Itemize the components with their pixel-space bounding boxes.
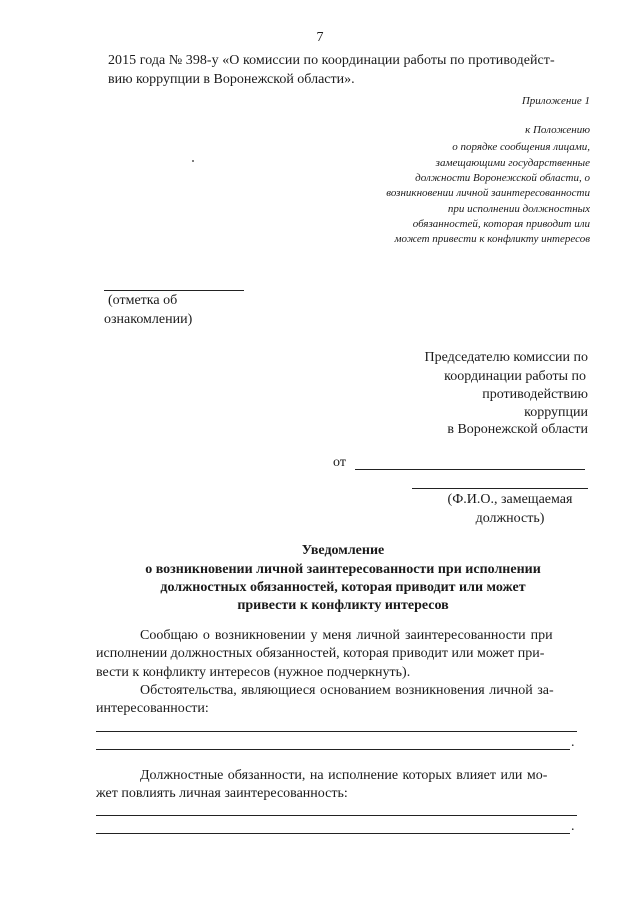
scan-speck bbox=[192, 160, 194, 162]
addressee-line: Председателю комиссии по bbox=[424, 350, 588, 365]
body-p1-line-3: вести к конфликту интересов (нужное подчеркнуть). bbox=[96, 665, 411, 680]
acknowledgement-label-2: ознакомлении) bbox=[104, 312, 193, 327]
body-p3-line-1: Должностные обязанности, на исполнение которых влияет или мо- bbox=[140, 768, 548, 783]
body-p2-line-1: Обстоятельства, являющиеся основанием возникновения личной за- bbox=[140, 683, 554, 698]
appendix-ref-line: может привести к конфликту интересов bbox=[394, 233, 590, 245]
title-line-3: должностных обязанностей, которая приводит или может bbox=[160, 580, 526, 595]
duties-field-line-2 bbox=[96, 833, 570, 834]
title-line-2: о возникновении личной заинтересованности при исполнении bbox=[145, 562, 541, 577]
from-label: от bbox=[333, 455, 346, 470]
circumstances-field-line-1 bbox=[96, 731, 577, 732]
addressee-line: в Воронежской области bbox=[447, 422, 588, 437]
duties-period: . bbox=[571, 819, 575, 834]
body-p1-line-1: Сообщаю о возникновении у меня личной заинтересованности при bbox=[140, 628, 553, 643]
acknowledgement-label-1: (отметка об bbox=[108, 293, 178, 308]
title-line-4: привести к конфликту интересов bbox=[237, 598, 449, 613]
page-number: 7 bbox=[316, 30, 324, 45]
body-p3-line-2: жет повлиять личная заинтересованность: bbox=[96, 786, 348, 801]
duties-field-line-1 bbox=[96, 815, 577, 816]
position-field-line bbox=[412, 488, 588, 489]
fio-caption-2: должность) bbox=[475, 511, 545, 526]
appendix-ref-line: должности Воронежской области, о bbox=[415, 172, 590, 184]
body-p2-line-2: интересованности: bbox=[96, 701, 209, 716]
addressee-line: коррупции bbox=[524, 405, 588, 420]
appendix-ref-line: к Положению bbox=[525, 124, 590, 136]
title-line-1: Уведомление bbox=[301, 543, 385, 558]
circumstances-field-line-2 bbox=[96, 749, 570, 750]
addressee-line: координации работы по bbox=[444, 369, 586, 384]
acknowledgement-line bbox=[104, 290, 244, 291]
appendix-ref-line: о порядке сообщения лицами, bbox=[452, 141, 590, 153]
appendix-ref-line: возникновении личной заинтересованности bbox=[386, 187, 590, 199]
addressee-line: противодействию bbox=[482, 387, 588, 402]
from-name-field-line bbox=[355, 469, 585, 470]
fio-caption-1: (Ф.И.О., замещаемая bbox=[447, 492, 573, 507]
appendix-ref-line: обязанностей, которая приводит или bbox=[412, 218, 590, 230]
appendix-ref-line: при исполнении должностных bbox=[447, 203, 590, 215]
appendix-ref-line: замещающими государственные bbox=[435, 157, 590, 169]
intro-line-1: 2015 года № 398-у «О комиссии по координации работы по противодейст- bbox=[108, 53, 555, 68]
circumstances-period: . bbox=[571, 735, 575, 750]
appendix-label: Приложение 1 bbox=[521, 95, 590, 107]
body-p1-line-2: исполнении должностных обязанностей, которая приводит или может при- bbox=[96, 646, 545, 661]
intro-line-2: вию коррупции в Воронежской области». bbox=[108, 72, 355, 87]
